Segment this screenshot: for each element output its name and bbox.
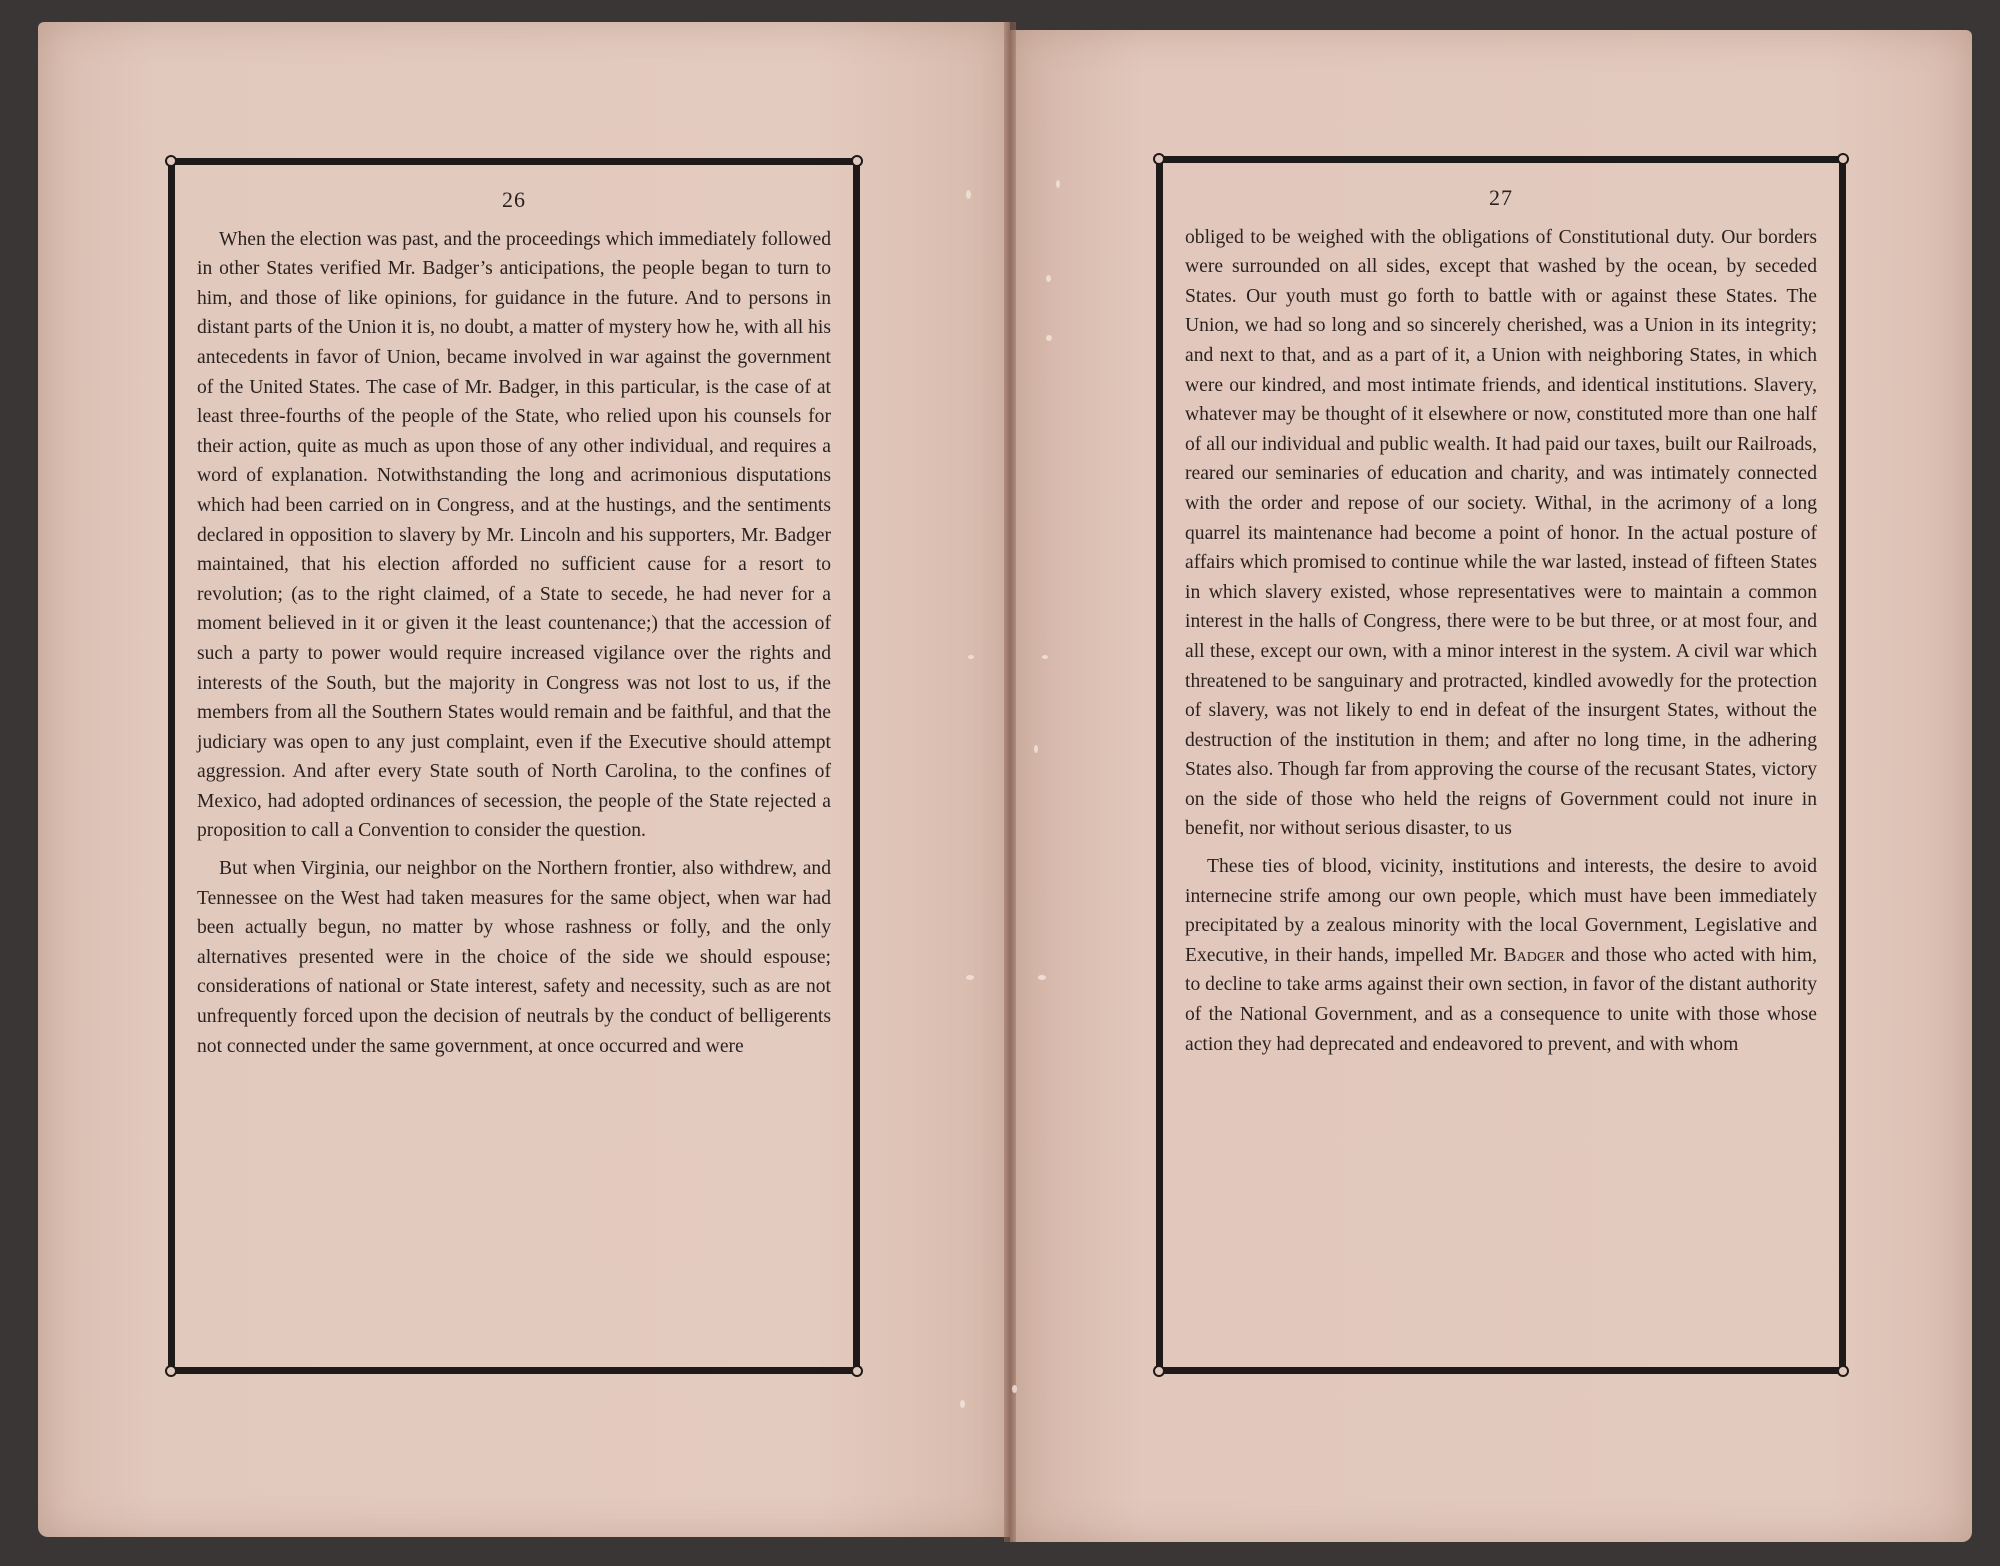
stitch-hole — [1042, 655, 1048, 659]
right-page-border-frame — [1156, 156, 1846, 1374]
paragraph-text: and those who acted with him, to decline to take arms against their own section, in favor of the distant authority of the National Government, and as a consequence to unite with those whose action they had deprecated and endeavored to prevent, and with whom — [1185, 944, 1817, 1055]
body-paragraph: obliged to be weighed with the obligations of Constitutional duty. Our borders were surrounded on all sides, except that washed by the ocean, by seceded States. Our youth must go forth to battle with or against these States. The Union, we had so long and so sincerely cherished, was a Union in its integrity; and next to that, and as a part of it, a Union with neighboring States, in which were our kindred, and most intimate friends, and identical institutions. Slavery, whatever may be thought of it elsewhere or now, constituted more than one half of all our individual and public wealth. It had paid our taxes, built our Railroads, reared our seminaries of education and charity, and was intimately connected with the order and repose of our society. Withal, in the acrimony of a long quarrel its maintenance had become a point of honor. In the actual posture of affairs which promised to continue while the war lasted, instead of fifteen States in which slavery existed, whose representatives were to maintain a common interest in the halls of Congress, there were to be but three, or at most four, and all these, except our own, with a minor interest in the system. A civil war which threatened to be sanguinary and protracted, kindled avowedly for the protection of slavery, was not likely to end in defeat of the insurgent States, without the destruction of the institution in them; and after no long time, in the adhering States also. Though far from approving the course of the recusant States, victory on the side of those who held the reigns of Government could not inure in benefit, nor without serious disaster, to us — [1185, 226, 1817, 840]
frame-corner-ornament — [1153, 153, 1165, 165]
stitch-hole — [1046, 275, 1051, 282]
stitch-hole — [966, 975, 974, 980]
paragraph-text: These ties of blood, vicinity, institutions and interests, the desire to avoid internecine strife among our own people, which must have been immediately precipitated by a zealous minority with the local Government, Legislative and Executive, in their hands, impelled Mr. — [1185, 856, 1817, 966]
body-paragraph: But when Virginia, our neighbor on the Northern frontier, also withdrew, and Tennessee on the West had taken measures for the same object, when war had been actually begun, no matter by whose rashness or folly, and the only alternatives presented were in the choice of the side we should espouse; considerations of national or State interest, safety and necessity, such as are not unfrequently forced upon the decision of neutrals by the conduct of belligerents not connected under the same government, at once occurred and were — [197, 858, 831, 1057]
frame-corner-ornament — [1837, 153, 1849, 165]
frame-corner-ornament — [1837, 1365, 1849, 1377]
stitch-hole — [966, 190, 971, 199]
frame-corner-ornament — [165, 155, 177, 167]
frame-corner-ornament — [851, 155, 863, 167]
frame-corner-ornament — [851, 1365, 863, 1377]
right-page-text — [1185, 183, 1817, 1059]
stitch-hole — [1034, 745, 1038, 753]
stitch-hole — [1038, 975, 1046, 980]
stitch-hole — [968, 655, 974, 659]
left-page-border-frame — [168, 158, 860, 1374]
stitch-hole — [1012, 1385, 1017, 1393]
frame-corner-ornament — [1153, 1365, 1165, 1377]
page-number: 27 — [1489, 185, 1513, 210]
page-number: 26 — [502, 187, 526, 212]
body-paragraph: When the election was past, and the proceedings which immediately followed in other States verified Mr. Badger’s anticipations, the people began to turn to him, and those of like opinions, for guidance in the future. And to persons in distant parts of the Union it is, no doubt, a matter of mystery how he, with all his antecedents in favor of Union, became involved in war against the government of the United States. The case of Mr. Badger, in this particular, is the case of at least three-fourths of the people of the State, who relied upon his counsels for their action, quite as much as upon those of any other individual, and requires a word of explanation. Notwithstanding the long and acrimonious disputations which had been carried on in Congress, and at the hustings, and the sentiments declared in opposition to slavery by Mr. Lincoln and his supporters, Mr. Badger maintained, that his election afforded no sufficient cause for a resort to revolution; (as to the right claimed, of a State to secede, he had never for a moment believed in it or given it the least countenance;) that the accession of such a party to power would require increased vigilance over the rights and interests of the South, but the majority in Congress was not lost to us, if the members from all the Southern States would remain and be faithful, and that the judiciary was open to any just complaint, even if the Executive should attempt aggression. And after every State south of North Carolina, to the confines of Mexico, had adopted ordinances of secession, the people of the State rejected a proposition to call a Convention to consider the question. — [197, 228, 831, 842]
stitch-hole — [1046, 335, 1052, 341]
book-gutter — [1004, 22, 1016, 1542]
frame-corner-ornament — [165, 1365, 177, 1377]
stitch-hole — [1056, 180, 1060, 188]
body-paragraph — [1185, 852, 1817, 1059]
stitch-hole — [960, 1400, 965, 1408]
name-small-caps: Badger — [1503, 944, 1565, 966]
left-page-text — [197, 185, 831, 1061]
